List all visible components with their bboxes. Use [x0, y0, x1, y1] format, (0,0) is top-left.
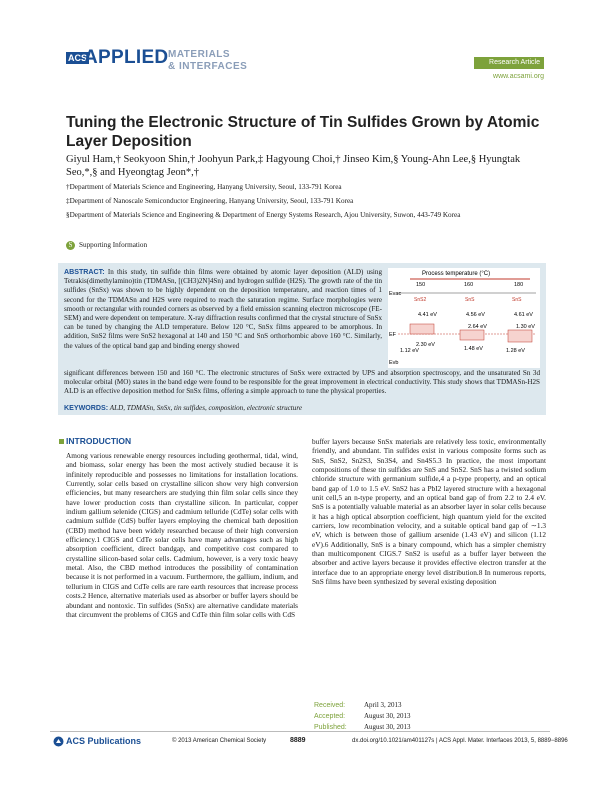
toc-phase: SnS	[512, 297, 522, 303]
intro-column-right: buffer layers because SnSx materials are relatively less toxic, environmentally friendly, and abundant. Tin sulfides exist in various composite forms such as SnS, SnS2, Sn2S3, Sn3S4, and Sn4S5.3 In practice, the most important compositions of these tin sulfides are SnS and SnS2. SnS has a twisted sodium chloride structure with germanium sulfide,4 a p-type property, and an optical band gap of 1.0 to 1.5 eV. SnS2 has a PbI2 layered structure with a hexagonal unit cell,5 an n-type property, and an optical band gap of from 2.2 to 2.4 eV. SnS is a potentially valuable material as an absorber layer in solar cells because it has a high optical absorption coefficient, high quantum yield for the excited carriers, low recombination velocity, and a suitable optical band gap of ∼1.3 eV, which is between those of gallium arsenide (1.43 eV) and silicon (1.12 eV).6 Additionally, SnS is a binary compound, which has a simpler chemistry than multicomponent CIGS.7 SnS2 is useful as a buffer layer between the absorber and active layers because it provides effective electron transfer at the interface due to an appropriate energy level distribution.8 In numerous reports, SnS films have been synthesized by several existing deposition	[312, 437, 546, 587]
affiliation: §Department of Materials Science and Engineering & Department of Energy Systems Research, Ajou University, Suwon, 443-749 Korea	[66, 211, 461, 219]
band-sns-180	[508, 330, 532, 342]
journal-website-link[interactable]: www.acsami.org	[493, 73, 544, 80]
affiliation: ‡Department of Nanoscale Semiconductor Engineering, Hanyang University, Seoul, 133-791 Korea	[66, 197, 354, 205]
keywords	[64, 404, 540, 412]
journal-logo-interfaces: & INTERFACES	[168, 61, 248, 72]
toc-label: Evac	[389, 291, 402, 297]
date-label: Published:	[314, 724, 347, 731]
section-heading-introduction: INTRODUCTION	[66, 436, 132, 446]
journal-logo-acs: ACS	[68, 53, 88, 63]
toc-value: 2.30 eV	[416, 342, 435, 348]
doi-citation[interactable]: dx.doi.org/10.1021/am401127s | ACS Appl. Mater. Interfaces 2013, 5, 8889−8896	[352, 738, 568, 744]
toc-value: 4.61 eV	[514, 312, 533, 318]
toc-value: 1.30 eV	[516, 324, 535, 330]
affiliation: †Department of Materials Science and Engineering, Hanyang University, Seoul, 133-791 Korea	[66, 183, 342, 191]
toc-graphic	[388, 268, 540, 368]
supporting-info-icon: S	[66, 241, 75, 250]
section-bullet-icon	[59, 439, 64, 444]
intro-column-left: Among various renewable energy resources including geothermal, tidal, wind, and biomass, solar energy has been the most actively studied because it is infinitely reproducible and possesses no limitations for installation locations. Currently, solar cells based on crystalline silicon show very high conversion efficiencies, but many researchers are studying thin film solar cells since they have lower production costs than crystalline silicon. In particular, copper indium gallium selenide (CIGS) and cadmium telluride (CdTe) solar cells with cadmium sulfide (CdS) buffer layers employing the chemical bath deposition (CBD) method have been widely researched because of their high conversion efficiency.1 CIGS and CdTe solar cells have many advantages such as high absorption coefficient, direct bandgap, and competitive cost compared to crystalline silicon-based solar cells. Cadmium, however, is a very toxic heavy metal. Also, the CBD method introduces the possibility of contamination because it is not performed in a vacuum. Furthermore, the gallium, indium, and tellurium in CIGS and CdTe cells are rare earth resources that increase process costs.2 Hence, alternative materials used as absorber or buffer layers should be abundant and nontoxic. Tin sulfides (SnSx) are alternative candidate materials that circumvent the problems of CIGS and CdTe thin film solar cells with CdS	[66, 451, 298, 619]
toc-temp: 160	[464, 282, 474, 288]
date-label: Accepted:	[314, 713, 346, 720]
toc-label: Evb	[389, 360, 399, 366]
date-label: Received:	[314, 702, 346, 709]
toc-label: EF	[389, 332, 397, 338]
toc-title: Process temperature (°C)	[422, 271, 491, 277]
article-title: Tuning the Electronic Structure of Tin Sulfides Grown by Atomic Layer Deposition	[66, 114, 540, 150]
abstract-label: ABSTRACT:	[64, 268, 105, 276]
date-row	[314, 711, 410, 722]
date-value: August 30, 2013	[364, 712, 411, 720]
toc-value: 4.56 eV	[466, 312, 485, 318]
journal-logo-materials: MATERIALS	[168, 49, 231, 60]
toc-phase: SnS	[465, 297, 475, 303]
journal-logo-applied: APPLIED	[84, 47, 169, 68]
band-snS2	[410, 324, 434, 334]
abstract-body-2: significant differences between 150 and 160 °C. The electronic structures of SnSx were extracted by UPS and absorption spectroscopy, and the unsaturated Sn 3d molecular orbital (MO) states in the band edge were found to be responsible for the great improvement in electrical conductivity. This study shows that TDMASn-H2S ALD is an effective deposition method for SnSx films, offering a simple approach to tune the physical properties.	[64, 369, 540, 396]
article-type-badge: Research Article	[474, 57, 544, 69]
toc-value: 4.41 eV	[418, 312, 437, 318]
footer-divider	[50, 731, 550, 732]
supporting-info-link[interactable]	[66, 241, 147, 250]
band-sns-160	[460, 330, 484, 340]
toc-temp: 150	[416, 282, 426, 288]
toc-value: 1.28 eV	[506, 348, 525, 354]
copyright-notice: © 2013 American Chemical Society	[172, 738, 267, 744]
page-number: 8889	[290, 737, 306, 744]
toc-phase: SnS2	[414, 297, 427, 303]
abstract-body-1: In this study, tin sulfide thin films were obtained by atomic layer deposition (ALD) using Tetrakis(dimethylamino)tin (TDMASn, [(CH3)2N]4Sn) and hydrogen sulfide (H2S). The growth rate of the tin sulfides (SnSx) was shown to be highly dependent on the deposition temperature, and reaction times of 1 second for the TDMASn and H2S were required to reach the saturation regime. Surface morphologies were smooth or rectangular with rounded corners as observed by a field emission scanning electron microscope (FE-SEM) and were dependent on temperature. X-ray diffraction results confirmed that the crystal structure of SnSx can be tuned by changing the ALD temperature. Below 120 °C, SnSx films appeared to be amorphous. In addition, SnS2 films were SnS2 hexagonal at 140 and 150 °C and SnS orthorhombic above 160 °C. Similarly, the values of the optical band gap and binding energy showed	[64, 268, 382, 350]
acs-publications-icon	[53, 736, 64, 747]
keywords-label: KEYWORDS:	[64, 404, 109, 412]
date-value: August 30, 2013	[364, 723, 411, 731]
keywords-list: ALD, TDMASn, SnSx, tin sulfides, composition, electronic structure	[109, 404, 302, 412]
toc-temp: 180	[514, 282, 524, 288]
acs-publications-logo[interactable]: ACS Publications	[66, 736, 142, 746]
toc-value: 1.12 eV	[400, 348, 419, 354]
publication-dates	[314, 700, 410, 733]
date-row	[314, 700, 410, 711]
date-value: April 3, 2013	[364, 701, 402, 709]
author-list: Giyul Ham,† Seokyoon Shin,† Joohyun Park,‡ Hagyoung Choi,† Jinseo Kim,§ Young-Ahn Lee,§ Hyungtak Seo,*,§ and Hyeongtag Jeon*,†	[66, 154, 521, 178]
supporting-info-label: Supporting Information	[79, 241, 148, 250]
abstract-text	[64, 268, 382, 351]
toc-value: 2.64 eV	[468, 324, 487, 330]
toc-value: 1.48 eV	[464, 346, 483, 352]
